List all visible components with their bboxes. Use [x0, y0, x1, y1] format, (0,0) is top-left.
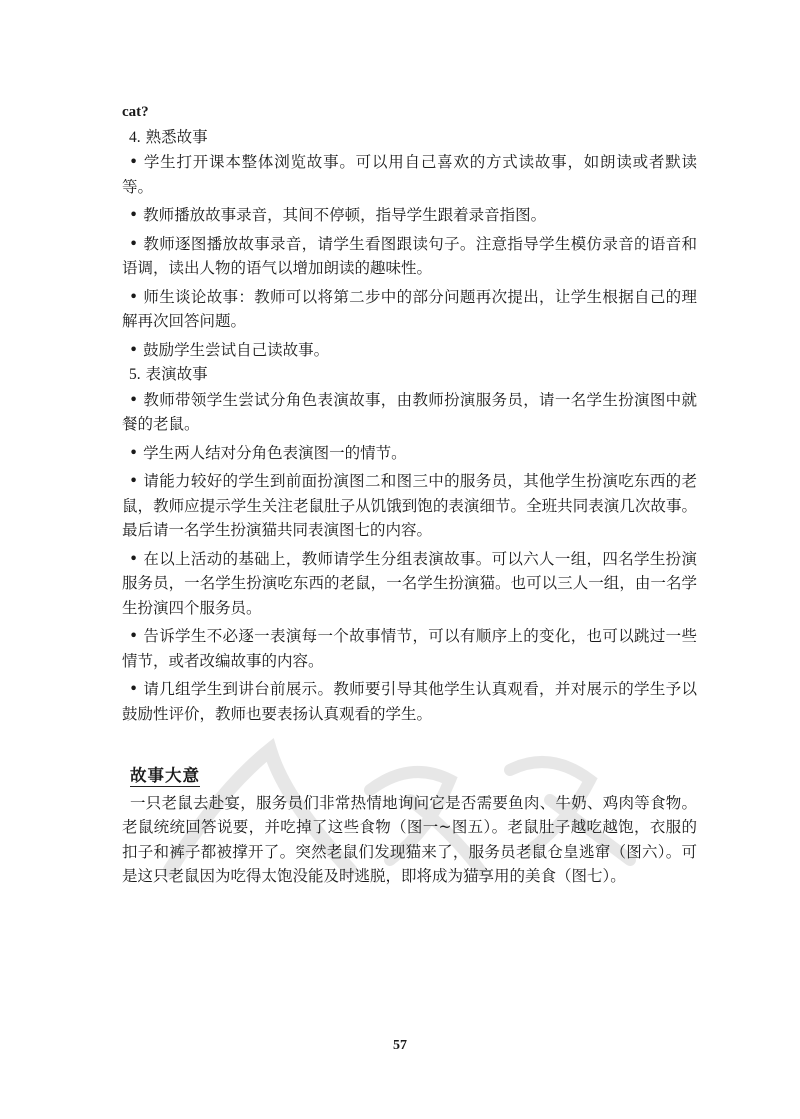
summary-title: 故事大意 [130, 766, 200, 785]
section-4-item: • 学生打开课本整体浏览故事。可以用自己喜欢的方式读故事，如朗读或者默读等。 [122, 153, 697, 196]
section-4-item: • 教师播放故事录音，其间不停顿，指导学生跟着录音指图。 [129, 206, 547, 224]
section-4-heading [122, 125, 697, 151]
section-4-item: • 教师逐图播放故事录音，请学生看图跟读句子。注意指导学生模仿录音的语音和语调，读出人物的语气以增加朗读的趣味性。 [122, 234, 697, 277]
section-5-title: 表演故事 [145, 365, 208, 383]
section-4-item: • 鼓励学生尝试自己读故事。 [129, 340, 330, 359]
section-4-title: 熟悉故事 [145, 127, 208, 146]
summary-paragraph: 一只老鼠去赴宴，服务员们非常热情地询问它是否需要鱼肉、牛奶、鸡肉等食物。老鼠统统回答说要，并吃掉了这些食物（图一~图五）。老鼠肚子越吃越饱，衣服的扣子和裤子都被撑开了。突然老鼠们发现猫来了，服务员老鼠仓皇逃窜（图六）。可是这只老鼠因为吃得太饱没能及时逃脱，即将成为猫享用的美食（图七）。 [122, 793, 697, 885]
page-number: 57 [393, 1038, 407, 1053]
section-5-item: • 学生两人结对分角色表演图一的情节。 [129, 443, 407, 462]
section-5-number: 5. [129, 366, 141, 383]
section-5-item: • 请几组学生到讲台前展示。教师要引导其他学生认真观看，并对展示的学生予以鼓励性评价，教师也要表扬认真观看的学生。 [122, 680, 697, 723]
section-5-item: • 告诉学生不必逐一表演每一个故事情节，可以有顺序上的变化，也可以跳过一些情节，或者改编故事的内容。 [122, 627, 697, 670]
section-4-item: • 师生谈论故事：教师可以将第二步中的部分问题再次提出，让学生根据自己的理解再次回答问题。 [122, 287, 697, 330]
section-5-item: • 教师带领学生尝试分角色表演故事，由教师扮演服务员，请一名学生扮演图中就餐的老鼠。 [122, 390, 697, 433]
section-4-number: 4. [129, 128, 141, 146]
continued-text: cat? [122, 104, 149, 120]
section-5-item: • 在以上活动的基础上，教师请学生分组表演故事。可以六人一组，四名学生扮演服务员，一名学生扮演吃东西的老鼠，一名学生扮演猫。也可以三人一组，由一名学生扮演四个服务员。 [122, 549, 697, 617]
page-content [122, 100, 697, 889]
summary-heading [122, 764, 697, 789]
section-5-item: • 请能力较好的学生到前面扮演图二和图三中的服务员，其他学生扮演吃东西的老鼠，教师应提示学生关注老鼠肚子从饥饿到饱的表演细节。全班共同表演几次故事。最后请一名学生扮演猫共同表演图七的内容。 [122, 472, 697, 539]
section-5-heading [122, 362, 697, 388]
